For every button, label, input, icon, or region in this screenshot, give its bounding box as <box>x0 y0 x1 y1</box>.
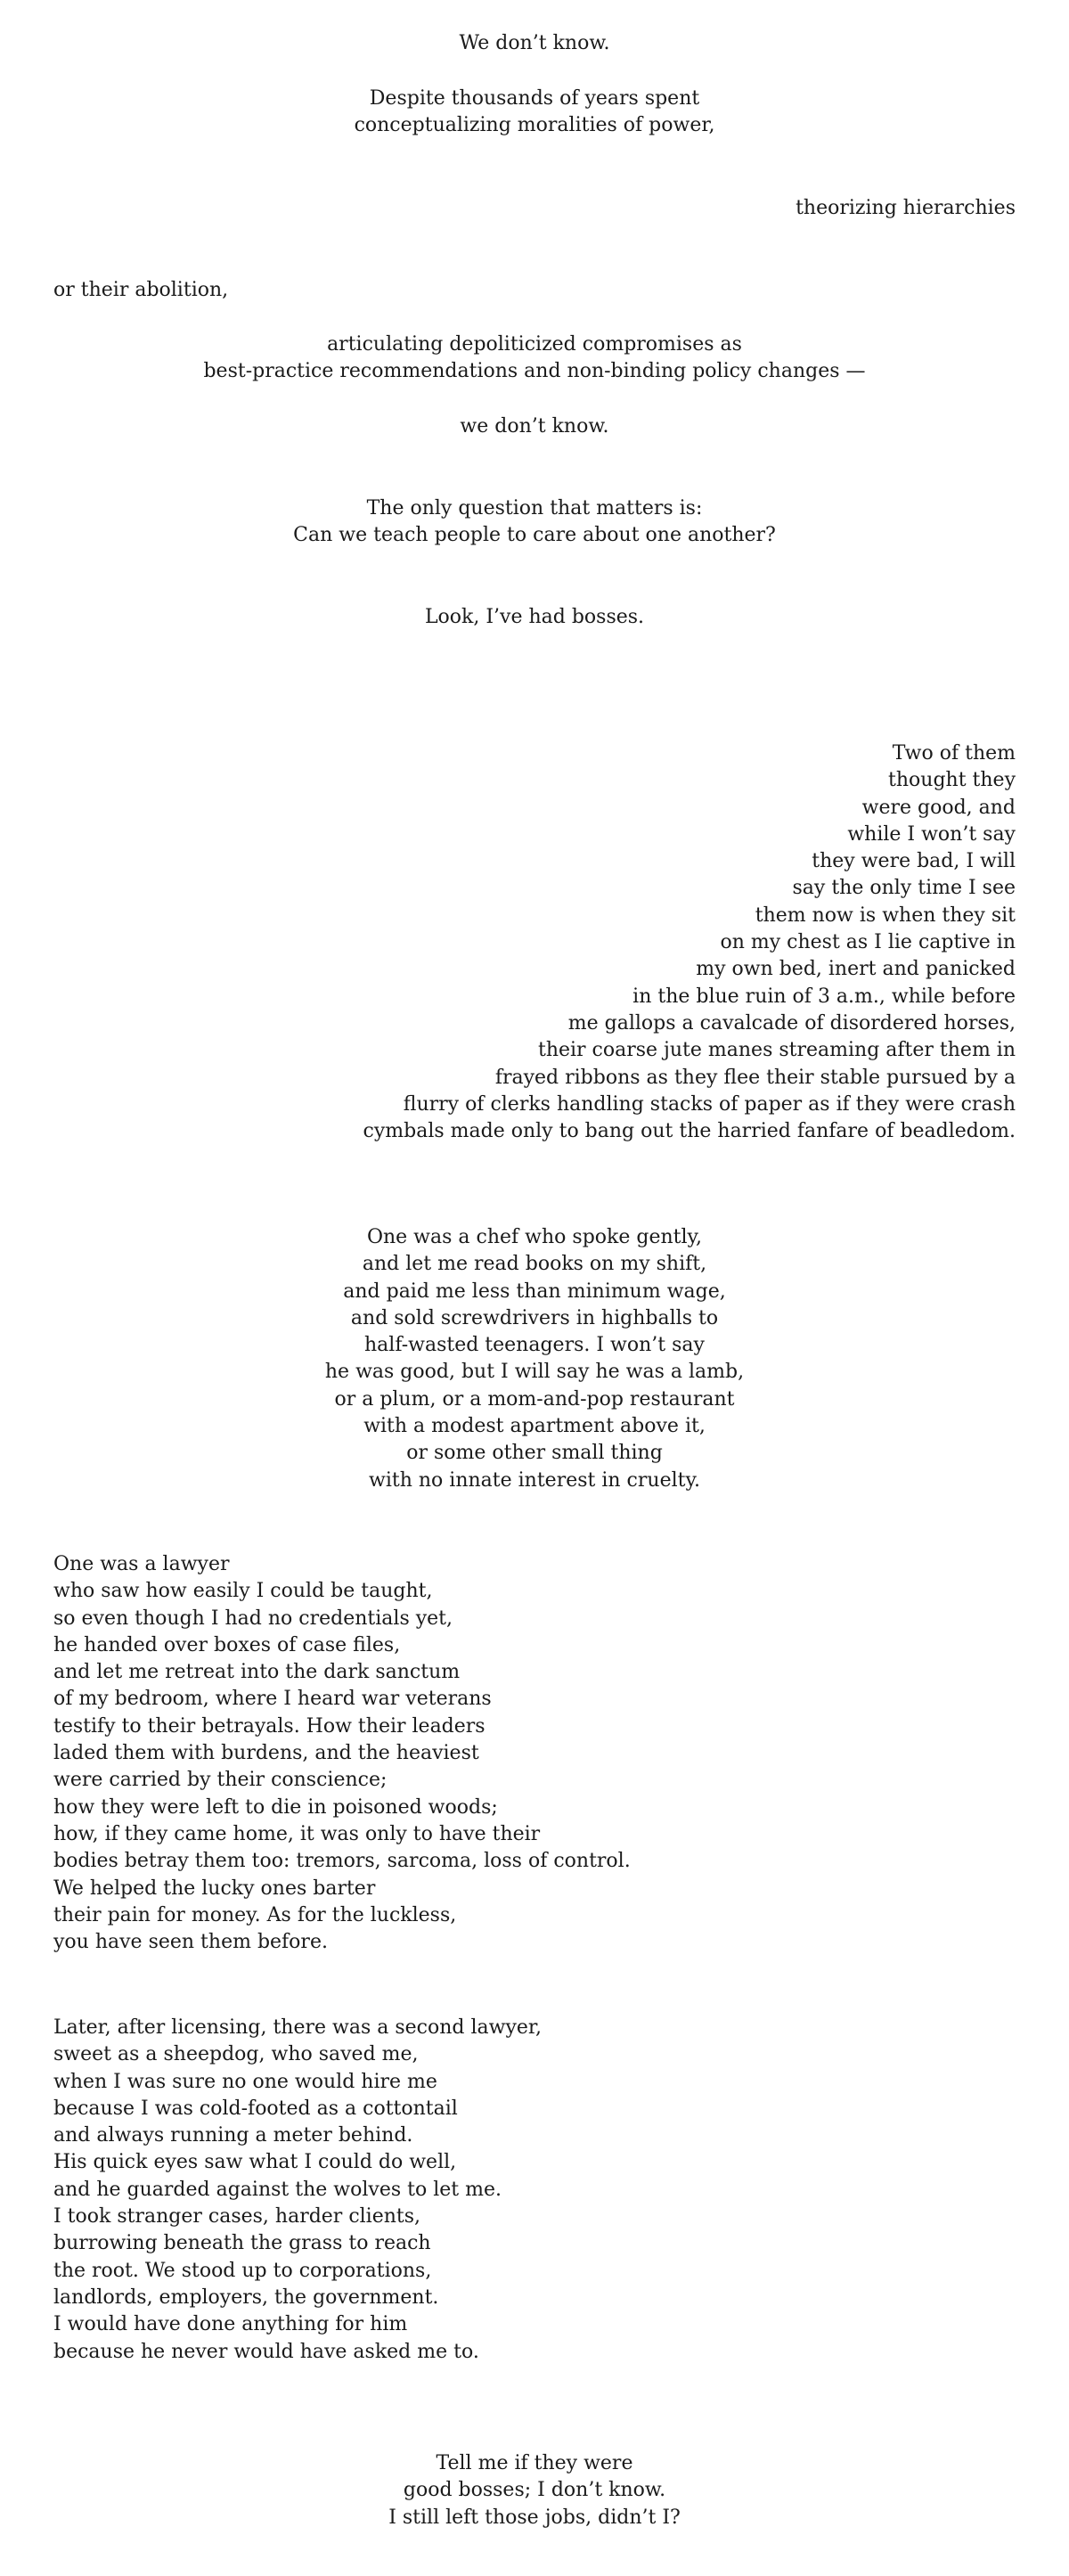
stanza-4 <box>53 277 228 304</box>
poem-line: and he guarded against the wolves to let me. <box>53 2178 502 2201</box>
poem-line: conceptualizing moralities of power, <box>354 114 715 137</box>
stanza-2 <box>0 86 1069 140</box>
poem-line: say the only time I see <box>792 877 1016 900</box>
poem-line: Later, after licensing, there was a second lawyer, <box>53 2016 542 2039</box>
poem-line: Can we teach people to care about one another? <box>293 524 776 547</box>
poem-line: and always running a meter behind. <box>53 2124 413 2147</box>
stanza-9 <box>363 740 1016 1145</box>
stanza-13 <box>0 2450 1069 2531</box>
poem-line: he was good, but I will say he was a lamb, <box>324 1361 745 1384</box>
poem-line: we don’t know. <box>460 415 609 438</box>
stanza-12 <box>53 2015 542 2366</box>
poem-line: Tell me if they were <box>436 2452 633 2474</box>
poem-line: sweet as a sheepdog, who saved me, <box>53 2043 419 2066</box>
poem-line: One was a lawyer <box>53 1553 230 1575</box>
poem-line: burrowing beneath the grass to reach <box>53 2232 431 2255</box>
poem-line: cymbals made only to bang out the harried fanfare of beadledom. <box>363 1120 1016 1143</box>
poem-line: with a modest apartment above it, <box>363 1415 706 1438</box>
poem-line: how, if they came home, it was only to have their <box>53 1822 541 1845</box>
poem-line: laded them with burdens, and the heaviest <box>53 1742 479 1765</box>
poem-line: were good, and <box>861 796 1016 819</box>
poem-line: The only question that matters is: <box>366 497 703 519</box>
poem-line: when I was sure no one would hire me <box>53 2070 437 2093</box>
poem-line: Look, I’ve had bosses. <box>424 606 645 628</box>
poem-line: because he never would have asked me to. <box>53 2340 479 2363</box>
poem-line: frayed ribbons as they flee their stable pursued by a <box>494 1066 1016 1089</box>
poem-line: he handed over boxes of case files, <box>53 1633 401 1656</box>
poem-line: or their abolition, <box>53 279 229 301</box>
poem-line: Two of them <box>892 742 1016 765</box>
poem-line: on my chest as I lie captive in <box>720 931 1016 954</box>
poem-line: you have seen them before. <box>53 1931 328 1954</box>
poem-line: His quick eyes saw what I could do well, <box>53 2151 457 2174</box>
poem-line: or a plum, or a mom-and-pop restaurant <box>334 1387 735 1411</box>
poem-line: One was a chef who spoke gently, <box>366 1226 703 1248</box>
poem-line: who saw how easily I could be taught, <box>53 1580 433 1603</box>
poem-line: We don’t know. <box>459 32 610 54</box>
stanza-8 <box>0 604 1069 631</box>
poem-line: their pain for money. As for the luckless, <box>53 1903 457 1926</box>
poem-line: and sold screwdrivers in highballs to <box>350 1306 719 1329</box>
poem-line: I would have done anything for him <box>53 2313 408 2336</box>
poem-line: and let me retreat into the dark sanctum <box>53 1661 461 1684</box>
poem-line: best-practice recommendations and non-binding policy changes — <box>203 360 866 383</box>
poem-line: good bosses; I don’t know. <box>403 2479 666 2502</box>
stanza-6 <box>0 413 1069 440</box>
poem-line: half-wasted teenagers. I won’t say <box>364 1334 705 1357</box>
poem-line: thought they <box>888 769 1016 792</box>
poem-line: or some other small thing <box>406 1442 663 1465</box>
poem-line: in the blue ruin of 3 a.m., while before <box>632 985 1016 1008</box>
poem-line: bodies betray them too: tremors, sarcoma, loss of control. <box>53 1850 631 1873</box>
poem-line: I took stranger cases, harder clients, <box>53 2205 421 2228</box>
poem-line: and let me read books on my shift, <box>362 1253 707 1276</box>
poem-line: with no innate interest in cruelty. <box>369 1468 700 1492</box>
poem-line: so even though I had no credentials yet, <box>53 1607 453 1630</box>
poem-line: We helped the lucky ones barter <box>53 1877 376 1900</box>
poem-line: because I was cold-footed as a cottontail <box>53 2097 458 2120</box>
stanza-3 <box>796 195 1016 222</box>
stanza-5 <box>0 331 1069 386</box>
poem-line: they were bad, I will <box>812 850 1016 873</box>
poem-line: and paid me less than minimum wage, <box>343 1280 726 1303</box>
poem-line: me gallops a cavalcade of disordered horses, <box>567 1011 1016 1034</box>
poem-line: them now is when they sit <box>755 904 1016 927</box>
poem-line: the root. We stood up to corporations, <box>53 2259 432 2282</box>
poem-line: flurry of clerks handling stacks of paper as if they were crash <box>403 1092 1016 1116</box>
poem-line: my own bed, inert and panicked <box>696 958 1016 981</box>
poem-line: were carried by their conscience; <box>53 1769 388 1792</box>
poem-line: while I won’t say <box>847 822 1016 846</box>
poem-line: I still left those jobs, didn’t I? <box>388 2506 681 2529</box>
stanza-7 <box>0 495 1069 550</box>
poem-line: of my bedroom, where I heard war veterans <box>53 1688 492 1711</box>
stanza-1 <box>0 30 1069 57</box>
stanza-10 <box>0 1224 1069 1494</box>
poem-line: their coarse jute manes streaming after them in <box>537 1039 1016 1062</box>
poem-line: landlords, employers, the government. <box>53 2286 439 2309</box>
poem-line: theorizing hierarchies <box>796 197 1016 219</box>
poem-line: articulating depoliticized compromises as <box>327 333 742 356</box>
poem-line: Despite thousands of years spent <box>369 87 700 110</box>
poem-line: how they were left to die in poisoned woods; <box>53 1795 498 1819</box>
poem-line: testify to their betrayals. How their leaders <box>53 1714 486 1738</box>
stanza-11 <box>53 1551 631 1956</box>
